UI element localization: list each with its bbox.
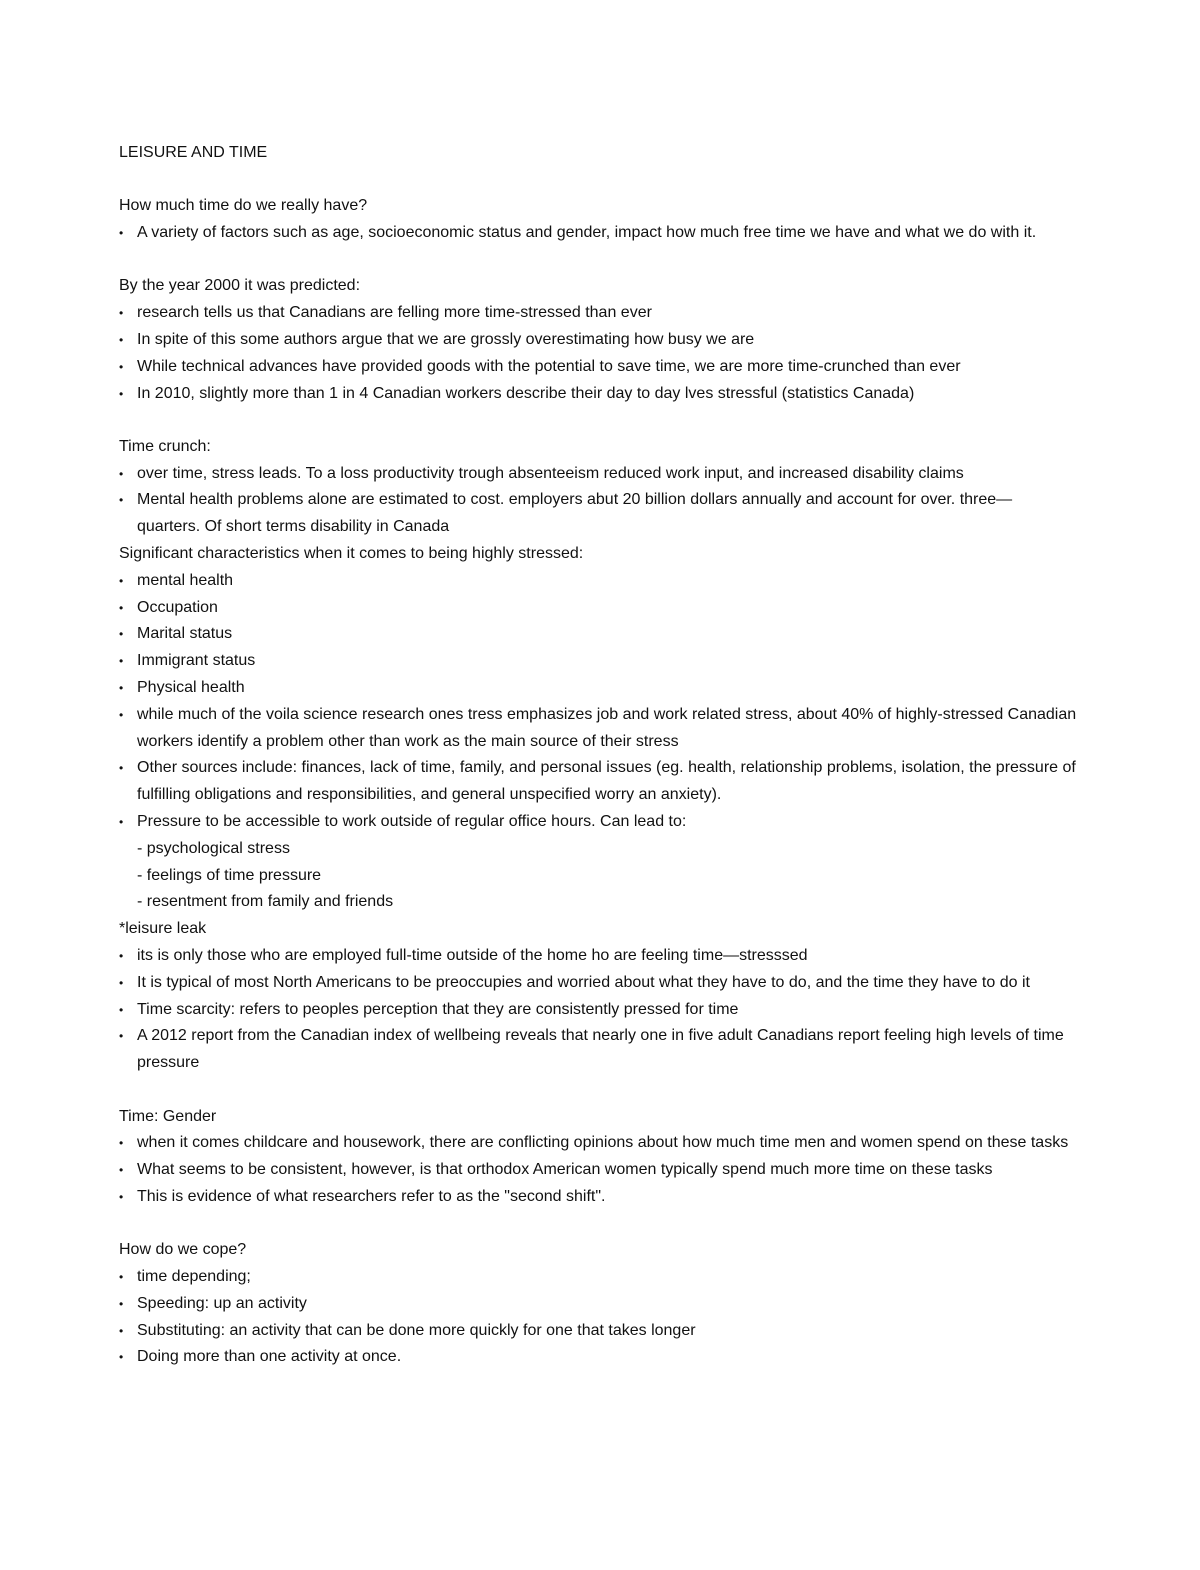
bullet-item: • Marital status bbox=[119, 621, 1079, 648]
section-heading-significant: Significant characteristics when it comes to being highly stressed: bbox=[119, 545, 584, 563]
bullet-item: • Other sources include: finances, lack of time, family, and personal issues (eg. health, relationship problems, isolation, the pressure of fulfilling obligations and responsibilities, and general unspecified worry an anxiety). bbox=[119, 755, 1079, 809]
bullet-item: • research tells us that Canadians are felling more time-stressed than ever bbox=[119, 300, 1079, 327]
spacer bbox=[119, 1211, 1079, 1238]
bullet-item: • A 2012 report from the Canadian index of wellbeing reveals that nearly one in five adult Canadians report feeling high levels of time pressure bbox=[119, 1023, 1079, 1077]
bullet-item: • This is evidence of what researchers refer to as the "second shift". bbox=[119, 1184, 1079, 1211]
section-heading-year-2000: By the year 2000 it was predicted: bbox=[119, 277, 361, 295]
bullet-item: • A variety of factors such as age, socioeconomic status and gender, impact how much free time we have and what we do with it. bbox=[119, 220, 1079, 247]
bullet-item: • Physical health bbox=[119, 675, 1079, 702]
bullet-item: • What seems to be consistent, however, is that orthodox American women typically spend much more time on these tasks bbox=[119, 1157, 1079, 1184]
document-title: LEISURE AND TIME bbox=[119, 144, 268, 161]
bullet-item: • over time, stress leads. To a loss productivity trough absenteeism reduced work input, and increased disability claims bbox=[119, 461, 1079, 488]
bullet-item: • Occupation bbox=[119, 595, 1079, 622]
bullet-item: • Substituting: an activity that can be done more quickly for one that takes longer bbox=[119, 1318, 1079, 1345]
section-heading-gender: Time: Gender bbox=[119, 1107, 217, 1125]
bullet-item: • Pressure to be accessible to work outside of regular office hours. Can lead to: bbox=[119, 809, 1079, 836]
bullet-item: • While technical advances have provided goods with the potential to save time, we are more time-crunched than ever bbox=[119, 354, 1079, 381]
spacer bbox=[119, 247, 1079, 274]
bullet-item: • Mental health problems alone are estimated to cost. employers abut 20 billion dollars annually and account for over. three— quarters. Of short terms disability in Canada bbox=[119, 487, 1079, 541]
sub-item: - resentment from family and friends bbox=[137, 893, 394, 911]
section-heading-time-crunch: Time crunch: bbox=[119, 437, 211, 455]
bullet-item: • its is only those who are employed full-time outside of the home ho are feeling time—stresssed bbox=[119, 943, 1079, 970]
spacer bbox=[119, 1077, 1079, 1104]
bullet-item: • It is typical of most North Americans to be preoccupies and worried about what they have to do, and the time they have to do it bbox=[119, 970, 1079, 997]
bullet-item: • mental health bbox=[119, 568, 1079, 595]
bullet-item: • In spite of this some authors argue that we are grossly overestimating how busy we are bbox=[119, 327, 1079, 354]
spacer bbox=[119, 167, 1079, 194]
bullet-item: • Speeding: up an activity bbox=[119, 1291, 1079, 1318]
section-heading-how-much-time: How much time do we really have? bbox=[119, 197, 368, 215]
spacer bbox=[119, 407, 1079, 434]
section-heading-leisure-leak: *leisure leak bbox=[119, 920, 207, 938]
bullet-item: • Time scarcity: refers to peoples perception that they are consistently pressed for time bbox=[119, 997, 1079, 1024]
bullet-item: • Doing more than one activity at once. bbox=[119, 1344, 1079, 1371]
bullet-item: • when it comes childcare and housework, there are conflicting opinions about how much time men and women spend on these tasks bbox=[119, 1130, 1079, 1157]
bullet-item: • In 2010, slightly more than 1 in 4 Canadian workers describe their day to day lves stressful (statistics Canada) bbox=[119, 381, 1079, 408]
section-heading-cope: How do we cope? bbox=[119, 1241, 247, 1259]
bullet-item: • time depending; bbox=[119, 1264, 1079, 1291]
sub-item: - psychological stress bbox=[137, 839, 290, 857]
sub-item: - feelings of time pressure bbox=[137, 866, 322, 884]
document-page bbox=[119, 140, 1079, 1371]
bullet-item: • while much of the voila science research ones tress emphasizes job and work related stress, about 40% of highly-stressed Canadian workers identify a problem other than work as the main source of their stress bbox=[119, 702, 1079, 756]
bullet-item: • Immigrant status bbox=[119, 648, 1079, 675]
